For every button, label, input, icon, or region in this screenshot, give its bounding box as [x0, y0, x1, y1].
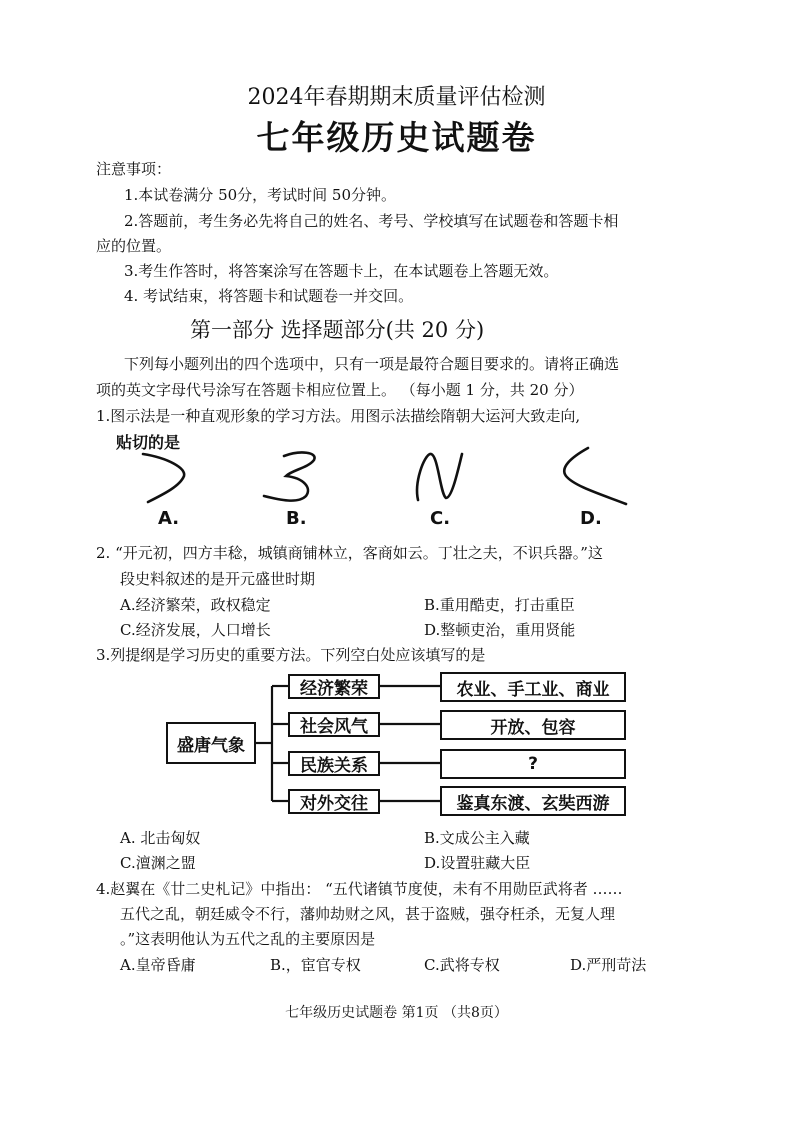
q4-option-b[interactable]: B.，宦官专权	[270, 956, 361, 974]
q2-option-c[interactable]: C.经济发展，人口增长	[120, 621, 271, 639]
notice-item-2: 2.答题前，考生务必先将自己的姓名、考号、学校填写在试题卷和答题卡相	[124, 212, 619, 230]
q1-shape-a	[143, 454, 184, 502]
q1-option-b[interactable]: B.	[286, 508, 307, 529]
q3-detail-box-1	[440, 672, 626, 702]
q1-shape-d	[564, 448, 626, 504]
q1-stem: 1.图示法是一种直观形象的学习方法。用图示法描绘隋朝大运河大致走向,	[96, 407, 581, 425]
notice-item-4: 4. 考试结束，将答题卡和试题卷一并交回。	[124, 287, 414, 305]
exam-title: 七年级历史试题卷	[256, 118, 537, 157]
q3-root-label: 盛唐气象	[177, 735, 245, 756]
q3-category-label: 经济繁荣	[300, 679, 368, 699]
q4-option-c[interactable]: C.武将专权	[424, 956, 500, 974]
notice-item-3: 3.考生作答时，将答案涂写在答题卡上，在本试题卷上答题无效。	[124, 262, 559, 280]
section-instruction-2: 项的英文字母代号涂写在答题卡相应位置上。 （每小题 1 分，共 20 分）	[96, 381, 584, 399]
q3-category-box-3	[288, 751, 380, 776]
q3-root-box	[166, 722, 256, 764]
q1-option-a[interactable]: A.	[158, 508, 180, 529]
q2-option-d[interactable]: D.整顿吏治，重用贤能	[424, 621, 576, 639]
q1-shape-c	[417, 454, 462, 500]
q3-option-d[interactable]: D.设置驻藏大臣	[424, 854, 531, 872]
q3-category-box-4	[288, 789, 380, 814]
q2-option-a[interactable]: A.经济繁荣，政权稳定	[120, 596, 271, 614]
q3-category-box-1	[288, 674, 380, 699]
notice-item-1: 1.本试卷满分 50分，考试时间 50分钟。	[124, 186, 397, 204]
q3-outline-connectors	[0, 670, 793, 830]
q3-detail-box-3	[440, 749, 626, 779]
q3-category-label: 对外交往	[300, 794, 368, 814]
q4-stem-3: 。”这表明他认为五代之乱的主要原因是	[120, 930, 376, 948]
section-title: 第一部分 选择题部分(共 20 分)	[190, 318, 485, 342]
q2-option-b[interactable]: B.重用酷吏，打击重臣	[424, 596, 575, 614]
q3-option-b[interactable]: B.文成公主入藏	[424, 829, 530, 847]
q2-stem-2: 段史料叙述的是开元盛世时期	[120, 570, 316, 588]
q3-detail-label: ?	[528, 754, 538, 774]
notice-item-2-cont: 应的位置。	[96, 237, 172, 255]
q1-lead: 贴切的是	[116, 433, 181, 452]
page-footer: 七年级历史试题卷 第1页 （共8页）	[285, 1005, 508, 1021]
q3-detail-label: 开放、包容	[490, 717, 576, 738]
q3-detail-box-4	[440, 786, 626, 816]
notice-heading: 注意事项：	[96, 160, 172, 178]
q3-detail-label: 农业、手工业、商业	[456, 679, 610, 700]
q4-option-d[interactable]: D.严刑苛法	[570, 956, 647, 974]
q4-option-a[interactable]: A.皇帝昏庸	[120, 956, 196, 974]
q1-shape-b	[264, 453, 315, 501]
q4-stem-2: 五代之乱，朝廷威令不行，藩帅劫财之风，甚于盗贼，强夺枉杀，无复人理	[120, 905, 616, 923]
q4-stem-1: 4.赵翼在《廿二史札记》中指出： “五代诸镇节度使，未有不用勋臣武将者 ……	[96, 880, 623, 898]
q3-category-label: 社会风气	[300, 717, 368, 737]
q3-category-label: 民族关系	[300, 756, 368, 776]
q1-option-d[interactable]: D.	[580, 508, 602, 529]
section-instruction-1: 下列每小题列出的四个选项中，只有一项是最符合题目要求的。请将正确选	[124, 355, 620, 373]
q3-detail-label: 鉴真东渡、玄奘西游	[456, 793, 610, 814]
q3-stem: 3.列提纲是学习历史的重要方法。下列空白处应该填写的是	[96, 646, 486, 664]
q3-option-c[interactable]: C.澶渊之盟	[120, 854, 196, 872]
exam-subtitle: 2024年春期期末质量评估检测	[247, 85, 546, 110]
q1-canal-diagrams	[0, 440, 793, 530]
q3-category-box-2	[288, 712, 380, 737]
q3-option-a[interactable]: A. 北击匈奴	[120, 829, 201, 847]
q3-detail-box-2	[440, 710, 626, 740]
q2-stem-1: 2. “开元初，四方丰稔，城镇商铺林立，客商如云。丁壮之夫，不识兵器。”这	[96, 544, 603, 562]
q1-option-c[interactable]: C.	[430, 508, 451, 529]
